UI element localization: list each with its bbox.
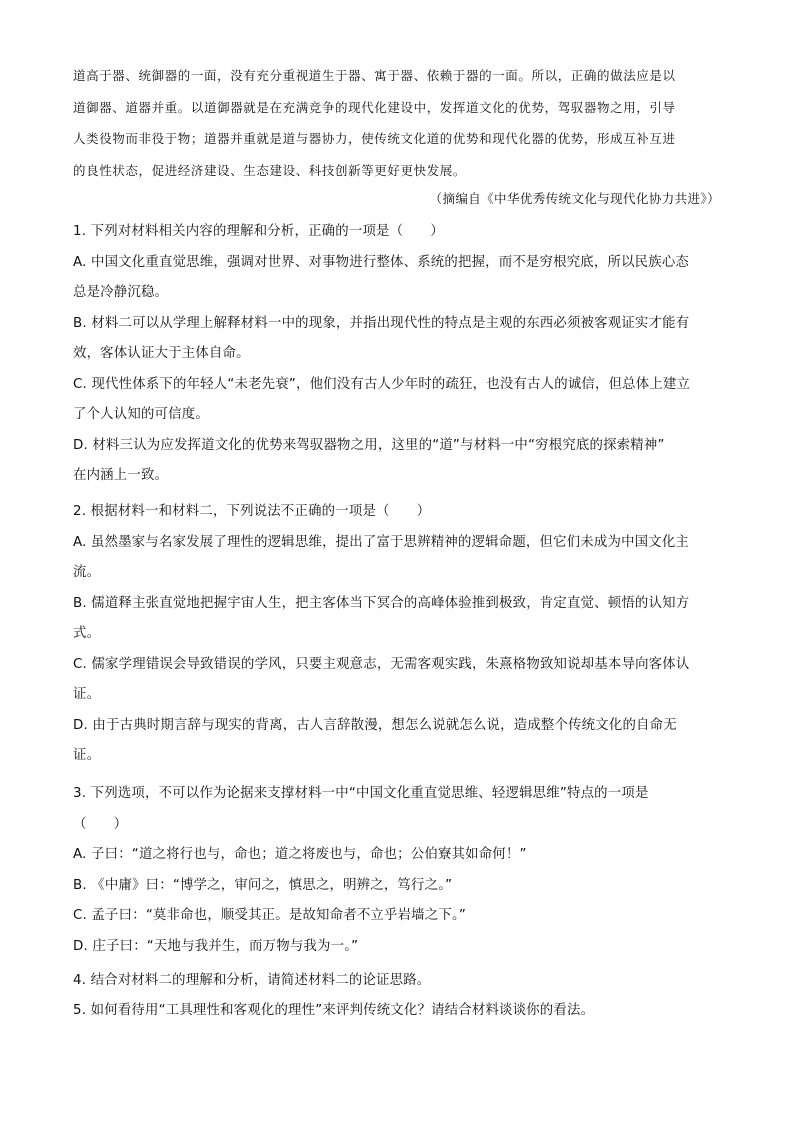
option-c: C. 孟子曰：“莫非命也，顺受其正。是故知命者不立乎岩墙之下。” xyxy=(73,908,466,923)
option-b-cont: 效，客体认证大于主体自命。 xyxy=(73,346,250,361)
question-stem: 1. 下列对材料相关内容的理解和分析，正确的一项是（ ） xyxy=(73,224,444,239)
question-2 xyxy=(73,497,723,772)
question-stem: 2. 根据材料一和材料二，下列说法不正确的一项是（ ） xyxy=(73,504,431,519)
question-5 xyxy=(73,996,723,1027)
question-3 xyxy=(73,779,723,962)
passage-line: 道高于器、统御器的一面，没有充分重视道生于器、寓于器、依赖于器的一面。所以，正确的做法应是以 xyxy=(73,68,676,83)
option-d: D. 由于古典时期言辞与现实的背离，古人言辞散漫，想怎么说就怎么说，造成整个传统文化的自命无 xyxy=(73,717,677,733)
question-stem: 3. 下列选项，不可以作为论据来支撑材料一中“中国文化重直觉思维、轻逻辑思维”特点的一项是 xyxy=(73,786,649,801)
option-a: A. 虽然墨家与名家发展了理性的逻辑思维，提出了富于思辨精神的逻辑命题，但它们未成为中国文化主 xyxy=(73,534,690,550)
option-a: A. 中国文化重直觉思维，强调对世界、对事物进行整体、系统的把握，而不是穷根究底，所以民族心态 xyxy=(73,254,690,270)
question-stem: 4. 结合对材料二的理解和分析，请简述材料二的论证思路。 xyxy=(73,973,431,988)
question-stem: 5. 如何看待用“工具理性和客观化的理性”来评判传统文化？请结合材料谈谈你的看法。 xyxy=(73,1003,595,1018)
question-4 xyxy=(73,966,723,997)
option-b-cont: 式。 xyxy=(73,626,101,641)
option-a-cont: 总是冷静沉稳。 xyxy=(73,285,169,300)
passage-line: 道御器、道器并重。以道御器就是在充满竞争的现代化建设中，发挥道文化的优势，驾驭器物之用，引导 xyxy=(73,99,676,115)
passage-text xyxy=(73,60,723,186)
option-a-cont: 流。 xyxy=(73,565,101,580)
passage-line: 的良性状态，促进经济建设、生态建设、科技创新等更好更快发展。 xyxy=(73,162,467,178)
option-d-cont: 在内涵上一致。 xyxy=(73,468,169,483)
option-a: A. 子曰：“道之将行也与，命也；道之将废也与，命也；公伯寮其如命何！” xyxy=(73,847,527,862)
option-d: D. 材料三认为应发挥道文化的优势来驾驭器物之用，这里的“道”与材料一中“穷根究底的探索精神” xyxy=(73,437,665,453)
source-citation: （摘编自《中华优秀传统文化与现代化协力共进》） xyxy=(429,191,720,206)
option-c-cont: 了个人认知的可信度。 xyxy=(73,407,209,422)
option-c: C. 现代性体系下的年轻人“未老先衰”，他们没有古人少年时的疏狂，也没有古人的诚信，但总体上建立 xyxy=(73,376,691,392)
option-b: B. 材料二可以从学理上解释材料一中的现象，并指出现代性的特点是主观的东西必须被客观证实才能有 xyxy=(73,315,690,331)
question-stem-cont: （ ） xyxy=(73,816,128,832)
option-d-cont: 证。 xyxy=(73,748,101,763)
option-b: B. 儒道释主张直觉地把握宇宙人生，把主客体当下冥合的高峰体验推到极致，肯定直觉、顿悟的认知方 xyxy=(73,595,690,611)
option-d: D. 庄子曰：“天地与我并生，而万物与我为一。” xyxy=(73,938,359,954)
option-c-cont: 证。 xyxy=(73,687,101,702)
passage-line: 人类役物而非役于物；道器并重就是道与器协力，使传统文化道的优势和现代化器的优势，形成互补互进 xyxy=(73,131,676,146)
question-1 xyxy=(73,217,723,492)
option-c: C. 儒家学理错误会导致错误的学风，只要主观意志，无需客观实践，朱熹格物致知说却基本导向客体认 xyxy=(73,656,690,672)
option-b: B. 《中庸》曰：“博学之，审问之，慎思之，明辨之，笃行之。” xyxy=(73,877,453,893)
